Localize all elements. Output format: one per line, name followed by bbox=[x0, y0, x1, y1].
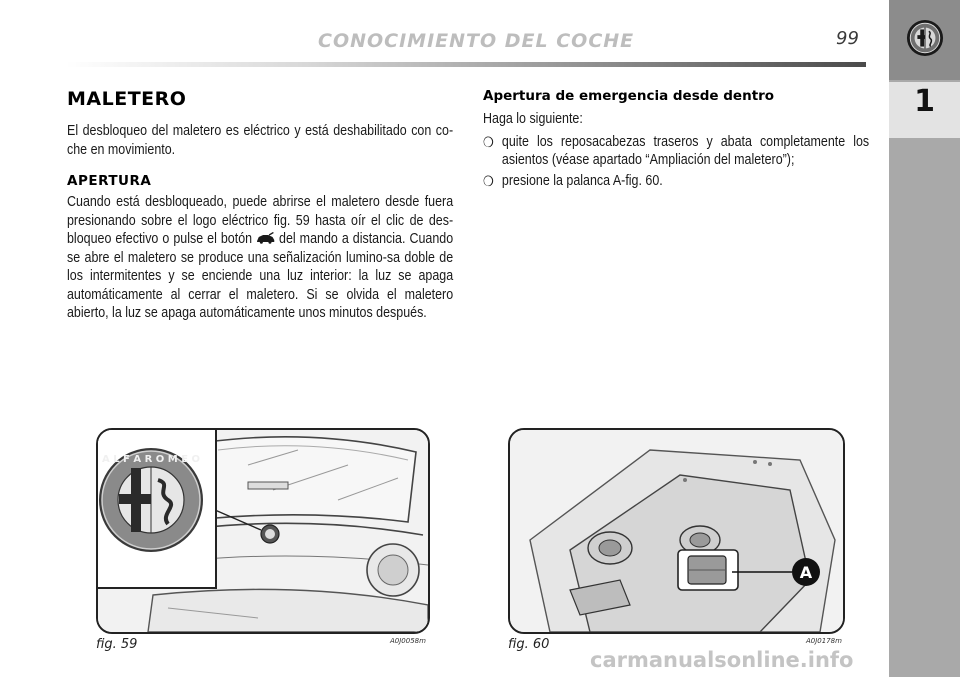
header-rule bbox=[66, 62, 866, 67]
opening-text-before-icon: Cuando está desbloqueado, puede abrirse el maletero desde fuera presionando sobre el logo eléctrico fig. 59 hasta oír el clic de des-bloqueo efectivo o pulse el botón bbox=[67, 194, 454, 247]
emergency-opening-title: Apertura de emergencia desde dentro bbox=[483, 88, 775, 104]
bullet-circle-icon: ❍ bbox=[483, 172, 494, 189]
opening-paragraph bbox=[67, 193, 453, 323]
page-header-title: CONOCIMIENTO DEL COCHE bbox=[318, 30, 635, 52]
figure-60-caption: fig. 60 bbox=[508, 637, 550, 652]
emergency-instructions bbox=[483, 110, 869, 190]
left-column bbox=[67, 88, 453, 323]
section-title: MALETERO bbox=[67, 88, 187, 110]
subsection-title: APERTURA bbox=[67, 173, 152, 189]
figure-59-code: A0J0058m bbox=[390, 637, 426, 645]
page-number: 99 bbox=[836, 28, 859, 49]
chapter-side-tab bbox=[889, 0, 960, 677]
badge-lettering: A L F A R O M E O bbox=[101, 454, 201, 465]
list-item bbox=[483, 133, 869, 170]
emergency-lever-illustration bbox=[510, 430, 843, 632]
list-item bbox=[483, 172, 869, 191]
right-column bbox=[483, 88, 869, 190]
car-trunk-icon bbox=[256, 232, 275, 244]
intro-paragraph: El desbloqueo del maletero es eléctrico y está deshabilitado con co-che en movimiento. bbox=[67, 123, 454, 158]
chapter-number: 1 bbox=[914, 84, 935, 119]
watermark-text: carmanualsonline.info bbox=[590, 648, 854, 672]
opening-text-after-icon: del mando a distancia. Cuando se abre el maletero se produce una señalización lumino-sa doble de los intermitentes y se enciende una luz interior: la luz se apaga automáticamente al cerrar el maletero. Si se olvida el maletero abierto, la luz se apaga automáticamente unos minutos después. bbox=[67, 231, 454, 321]
callout-label-a: A bbox=[799, 563, 813, 582]
figure-60-code: A0J0178m bbox=[806, 637, 842, 645]
instructions-lead: Haga lo siguiente: bbox=[483, 111, 583, 127]
bullet-text: presione la palanca A-fig. 60. bbox=[501, 172, 663, 189]
logo-box bbox=[889, 0, 960, 80]
bullet-text: quite los reposacabezas traseros y abata completamente los asientos (véase apartado “Ampliación del maletero”); bbox=[501, 133, 870, 168]
bullet-circle-icon: ❍ bbox=[483, 133, 494, 150]
alfa-romeo-badge-icon bbox=[906, 19, 944, 57]
figure-59-caption: fig. 59 bbox=[96, 637, 138, 652]
figure-60-emergency-lever bbox=[508, 428, 845, 634]
trunk-logo-illustration bbox=[98, 430, 428, 632]
figure-59-trunk-logo bbox=[96, 428, 430, 634]
